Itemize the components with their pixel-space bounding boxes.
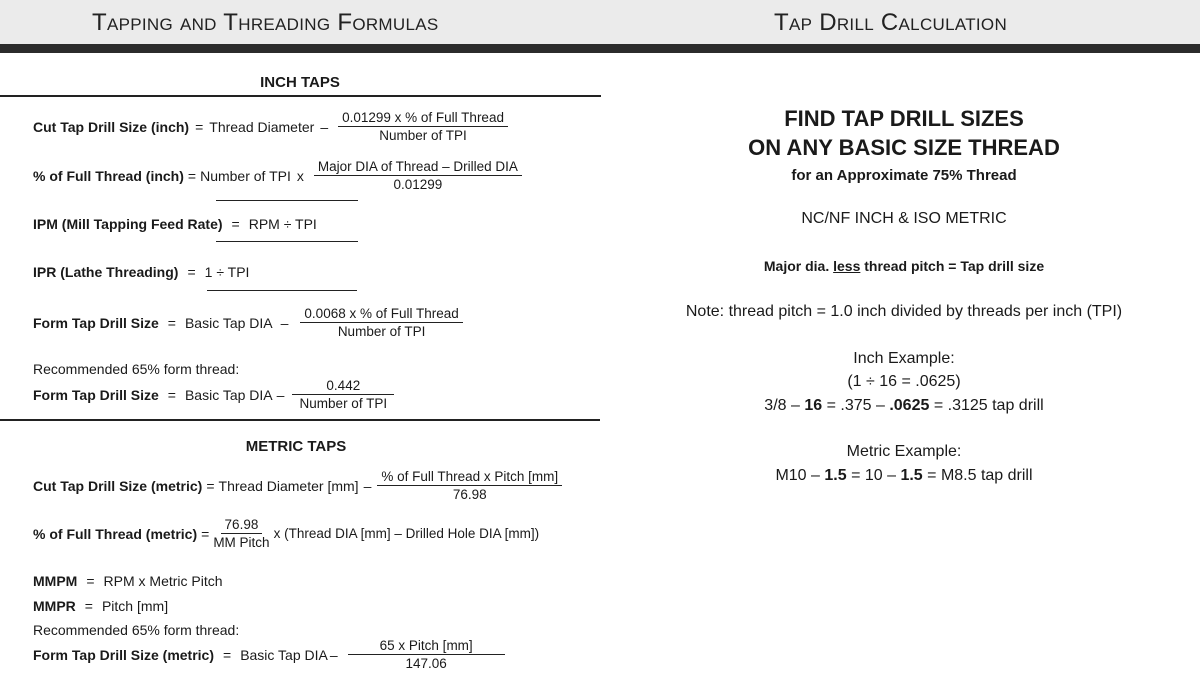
inch-pct-lhs: Number of TPI <box>200 167 291 184</box>
inch-ipm-formula: IPM (Mill Tapping Feed Rate) = RPM ÷ TPI <box>33 216 317 232</box>
metric-mmpr-rhs: Pitch [mm] <box>101 598 169 614</box>
inch-form-numerator: 0.0068 x % of Full Thread <box>300 306 462 323</box>
metric-form65-numerator: 65 x Pitch [mm] <box>348 638 505 655</box>
metric-cut-label: Cut Tap Drill Size (metric) <box>33 477 203 494</box>
heading-line-2: ON ANY BASIC SIZE THREAD <box>748 135 1060 160</box>
inch-example-size: 3/8 – <box>764 397 800 414</box>
rule-rest: thread pitch = Tap drill size <box>864 258 1045 274</box>
inch-cut-label: Cut Tap Drill Size (inch) <box>33 118 190 135</box>
metric-pct-numerator: 76.98 <box>221 517 263 534</box>
find-tap-drill-heading <box>604 104 1200 162</box>
inch-pct-numerator: Major DIA of Thread – Drilled DIA <box>314 159 522 176</box>
inch-example-drill: = .3125 tap drill <box>933 397 1044 414</box>
metric-form65-fraction <box>348 638 505 671</box>
inch-form65-label: Form Tap Drill Size <box>33 386 159 403</box>
inch-ipr-label: IPR (Lathe Threading) <box>33 264 179 280</box>
inch-form-fraction <box>300 306 462 339</box>
inch-form65-lhs: Basic Tap DIA <box>184 386 273 403</box>
metric-example-title: Metric Example: <box>846 443 962 460</box>
rule-less: less <box>833 258 861 274</box>
metric-mmpr-label: MMPR <box>33 598 76 614</box>
inch-form65-fraction <box>292 378 394 411</box>
inch-pct-underline <box>216 200 358 201</box>
inch-ipr-rhs: 1 ÷ TPI <box>204 264 250 280</box>
inch-taps-heading: INCH TAPS <box>260 74 340 91</box>
inch-form-denominator: Number of TPI <box>337 324 426 339</box>
inch-form65-formula: Form Tap Drill Size = Basic Tap DIA – $\frac{0.442}{\text{Number of TPI}}$ <box>33 378 394 411</box>
metric-cut-lhs: Thread Diameter [mm] <box>218 477 359 494</box>
metric-example-drill: = M8.5 tap drill <box>927 467 1033 484</box>
metric-pct-rhs: x (Thread DIA [mm] – Drilled Hole DIA [mm]) <box>273 526 540 541</box>
standards-line: NC/NF INCH & ISO METRIC <box>801 210 1007 227</box>
metric-pct-denominator: MM Pitch <box>213 535 270 550</box>
metric-form65-label: Form Tap Drill Size (metric) <box>33 646 214 663</box>
inch-ipm-rhs: RPM ÷ TPI <box>248 216 317 232</box>
inch-pct-formula: % of Full Thread (inch) = Number of TPI x $\frac{\text{Major DIA of Thread – Drilled DIA}}{0.01299}$ <box>33 159 522 192</box>
metric-cut-fraction <box>377 469 562 502</box>
inch-ipm-label: IPM (Mill Tapping Feed Rate) <box>33 216 223 232</box>
header <box>0 0 1200 44</box>
inch-example-result <box>604 397 1200 415</box>
metric-example-result <box>604 467 1200 485</box>
inch-cut-numerator: 0.01299 x % of Full Thread <box>338 110 508 127</box>
right-title: Tap Drill Calculation <box>774 9 1008 36</box>
heading-line-1: FIND TAP DRILL SIZES <box>784 106 1024 131</box>
tap-drill-rule <box>604 258 1200 274</box>
metric-example-pitch-1: 1.5 <box>824 467 847 484</box>
metric-cut-formula: Cut Tap Drill Size (metric) = Thread Diameter [mm] – $\frac{\text{\% of Full Thread x Pitch [mm]}}{76.98}$ <box>33 469 562 502</box>
inch-form-formula: Form Tap Drill Size = Basic Tap DIA – $\frac{\text{0.0068 x \% of Full Thread}}{\text{Number of TPI}}$ <box>33 306 463 339</box>
metric-mmpm-formula: MMPM = RPM x Metric Pitch <box>33 573 223 589</box>
inch-form-label: Form Tap Drill Size <box>33 314 159 331</box>
metric-form65-lhs: Basic Tap DIA <box>240 646 328 663</box>
inch-heading-rule <box>0 95 601 97</box>
inch-form-lhs: Basic Tap DIA <box>184 314 273 331</box>
inch-ipm-underline <box>216 241 358 242</box>
inch-form65-denominator: Number of TPI <box>299 396 388 411</box>
metric-pct-formula: % of Full Thread (metric) = $\frac{76.98}{\text{MM Pitch}}$ x (Thread DIA [mm] – Drilled Hole DIA [mm]) <box>33 517 540 550</box>
inch-example-pitch: .0625 <box>889 397 930 414</box>
metric-cut-numerator: % of Full Thread x Pitch [mm] <box>377 469 562 486</box>
metric-cut-denominator: 76.98 <box>452 487 487 502</box>
left-title: Tapping and Threading Formulas <box>92 9 439 36</box>
metric-recommended-note: Recommended 65% form thread: <box>33 622 240 638</box>
metric-form65-formula: Form Tap Drill Size (metric) = Basic Tap DIA – $\frac{\text{65 x Pitch [mm]}}{147.06}$ <box>33 638 505 671</box>
inch-pct-fraction <box>314 159 522 192</box>
inch-form65-numerator: 0.442 <box>292 378 394 395</box>
inch-example-title: Inch Example: <box>853 350 955 367</box>
rule-major-dia: Major dia. <box>763 258 830 274</box>
inch-cut-lhs: Thread Diameter <box>209 118 315 135</box>
inch-recommended-note: Recommended 65% form thread: <box>33 361 240 377</box>
metric-pct-fraction <box>213 517 269 550</box>
metric-section-rule <box>0 419 600 421</box>
metric-example-size: M10 – <box>775 467 820 484</box>
inch-example-major: = .375 – <box>826 397 885 414</box>
inch-ipr-underline <box>207 290 357 291</box>
inch-cut-formula: Cut Tap Drill Size (inch) = Thread Diameter – $\frac{\text{0.01299 x \% of Full Thread}}{\text{Number of TPI}}$ <box>33 110 508 143</box>
metric-mmpm-rhs: RPM x Metric Pitch <box>103 573 223 589</box>
inch-example-tpi: 16 <box>804 397 823 414</box>
metric-mmpm-label: MMPM <box>33 573 78 589</box>
metric-mmpr-formula: MMPR = Pitch [mm] <box>33 598 169 614</box>
metric-form65-denominator: 147.06 <box>405 656 447 671</box>
inch-ipr-formula: IPR (Lathe Threading) = 1 ÷ TPI <box>33 264 250 280</box>
metric-pct-label: % of Full Thread (metric) <box>33 525 198 542</box>
pitch-note: Note: thread pitch = 1.0 inch divided by threads per inch (TPI) <box>685 303 1123 320</box>
inch-pct-denominator: 0.01299 <box>393 177 443 192</box>
approx-thread-subtitle: for an Approximate 75% Thread <box>791 167 1017 184</box>
metric-example-major: = 10 – <box>851 467 896 484</box>
inch-pct-label: % of Full Thread (inch) <box>33 167 184 184</box>
metric-example-pitch-2: 1.5 <box>900 467 923 484</box>
header-divider <box>0 44 1200 53</box>
inch-cut-denominator: Number of TPI <box>379 128 467 143</box>
metric-taps-heading: METRIC TAPS <box>245 438 347 455</box>
inch-cut-fraction <box>338 110 508 143</box>
inch-example-calc: (1 ÷ 16 = .0625) <box>847 373 961 390</box>
